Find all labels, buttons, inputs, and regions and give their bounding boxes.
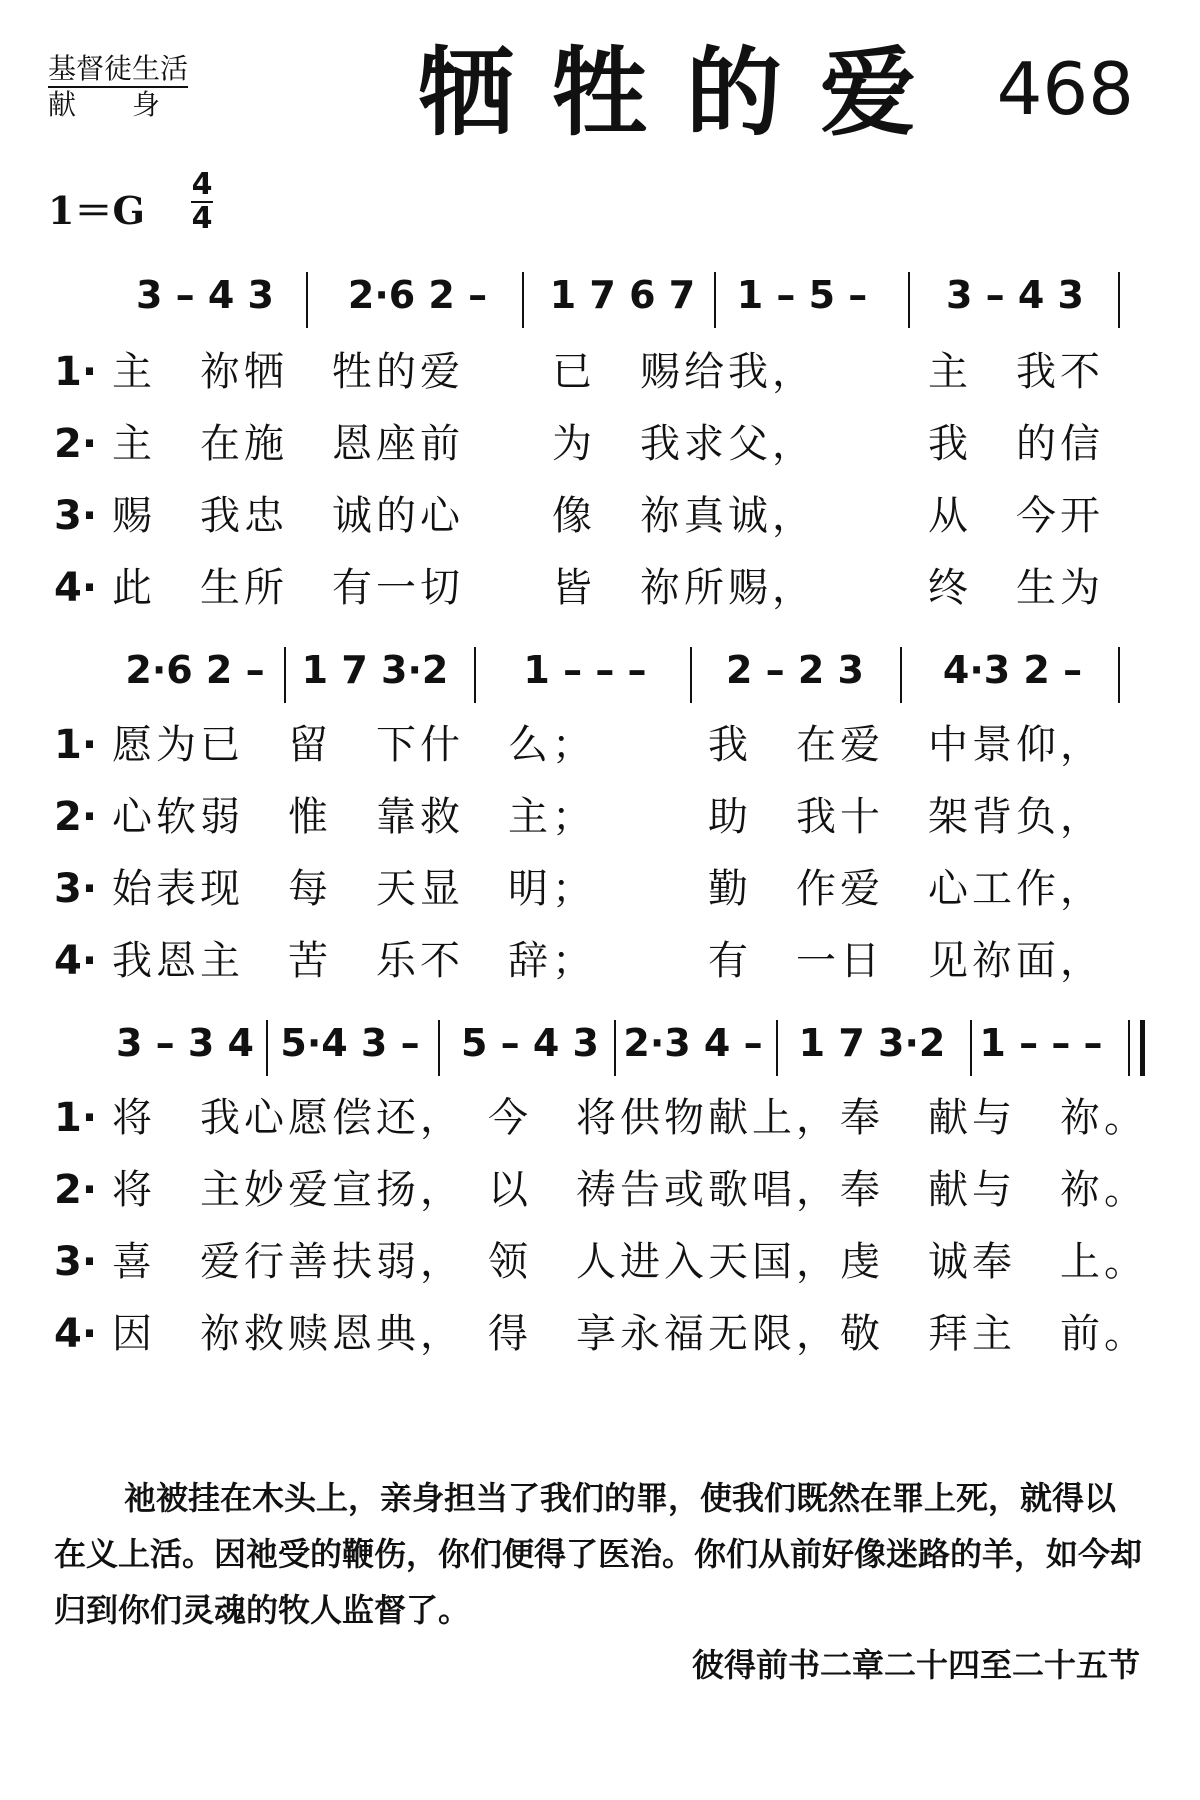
measure: 1 7 6 7	[549, 273, 696, 317]
verse-text: 我恩主 苦 乐不 辞； 有 一日 见祢面，	[112, 938, 1104, 984]
subcategory-label: 献 身	[48, 88, 161, 121]
measure: 1 – – –	[523, 648, 647, 692]
measure: 5·4 3 –	[280, 1021, 420, 1065]
verse-number: 2·	[54, 794, 98, 840]
time-signature	[190, 167, 214, 236]
verse-number: 4·	[54, 1311, 98, 1357]
scripture-reference: 彼得前书二章二十四至二十五节	[691, 1646, 1140, 1684]
notation-line-1	[0, 250, 1200, 340]
verse-number: 4·	[54, 938, 98, 984]
verse-text: 主 在施 恩座前 为 我求父， 我 的信	[112, 421, 1104, 467]
verse-number: 1·	[54, 349, 98, 395]
measure: 3 – 3 4	[115, 1021, 254, 1065]
verse-text: 将 我心愿偿还， 今 将供物献上，奉 献与 祢。	[112, 1095, 1148, 1141]
verse-text: 始表现 每 天显 明； 勤 作爱 心工作，	[112, 866, 1104, 912]
measure: 1 7 3·2	[301, 648, 449, 692]
verse-text: 主 祢牺 牲的爱 已 赐给我， 主 我不	[112, 349, 1104, 395]
verse-text: 赐 我忠 诚的心 像 祢真诚， 从 今开	[112, 493, 1104, 539]
verse-number: 3·	[54, 493, 98, 539]
verse-number: 3·	[54, 866, 98, 912]
measure: 2 – 2 3	[725, 648, 864, 692]
measure: 2·6 2 –	[347, 273, 488, 317]
verse-text: 心软弱 惟 靠救 主； 助 我十 架背负，	[112, 794, 1104, 840]
key-signature: 1＝G	[48, 188, 145, 233]
measure: 1 – 5 –	[736, 273, 868, 317]
verse-number: 1·	[54, 1095, 98, 1141]
measure: 2·6 2 –	[125, 648, 265, 692]
verse-text: 此 生所 有一切 皆 祢所赐， 终 生为	[112, 565, 1104, 611]
category-label: 基督徒生活	[48, 52, 188, 88]
scripture-passage: 祂被挂在木头上，亲身担当了我们的罪，使我们既然在罪上死，就得以在义上活。因祂受的鞭伤，你们便得了医治。你们从前好像迷路的羊，如今却归到你们灵魂的牧人监督了。	[54, 1479, 1143, 1629]
measure: 4·3 2 –	[942, 648, 1083, 692]
verse-number: 4·	[54, 565, 98, 611]
verse-number: 2·	[54, 1167, 98, 1213]
hymn-title: 牺牲的爱	[418, 37, 954, 149]
verse-text: 因 祢救赎恩典， 得 享永福无限，敬 拜主 前。	[112, 1311, 1148, 1357]
verse-text: 愿为已 留 下什 么； 我 在爱 中景仰，	[112, 722, 1104, 768]
hymn-number: 468	[996, 47, 1134, 131]
measure: 1 7 3·2	[798, 1021, 946, 1065]
verse-number: 1·	[54, 722, 98, 768]
time-signature-bottom: 4	[191, 201, 213, 236]
verse-text: 将 主妙爱宣扬， 以 祷告或歌唱，奉 献与 祢。	[112, 1167, 1148, 1213]
notation-line-2	[0, 625, 1200, 715]
measure: 1 – – –	[979, 1021, 1103, 1065]
verse-number: 2·	[54, 421, 98, 467]
notation-line-3	[0, 998, 1200, 1088]
verse-number: 3·	[54, 1239, 98, 1285]
verse-text: 喜 爱行善扶弱， 领 人进入天国，虔 诚奉 上。	[112, 1239, 1148, 1285]
measure: 5 – 4 3	[460, 1021, 599, 1065]
measure: 3 – 4 3	[135, 273, 274, 317]
measure: 3 – 4 3	[945, 273, 1084, 317]
time-signature-top: 4	[191, 167, 213, 202]
measure: 2·3 4 –	[623, 1021, 763, 1065]
